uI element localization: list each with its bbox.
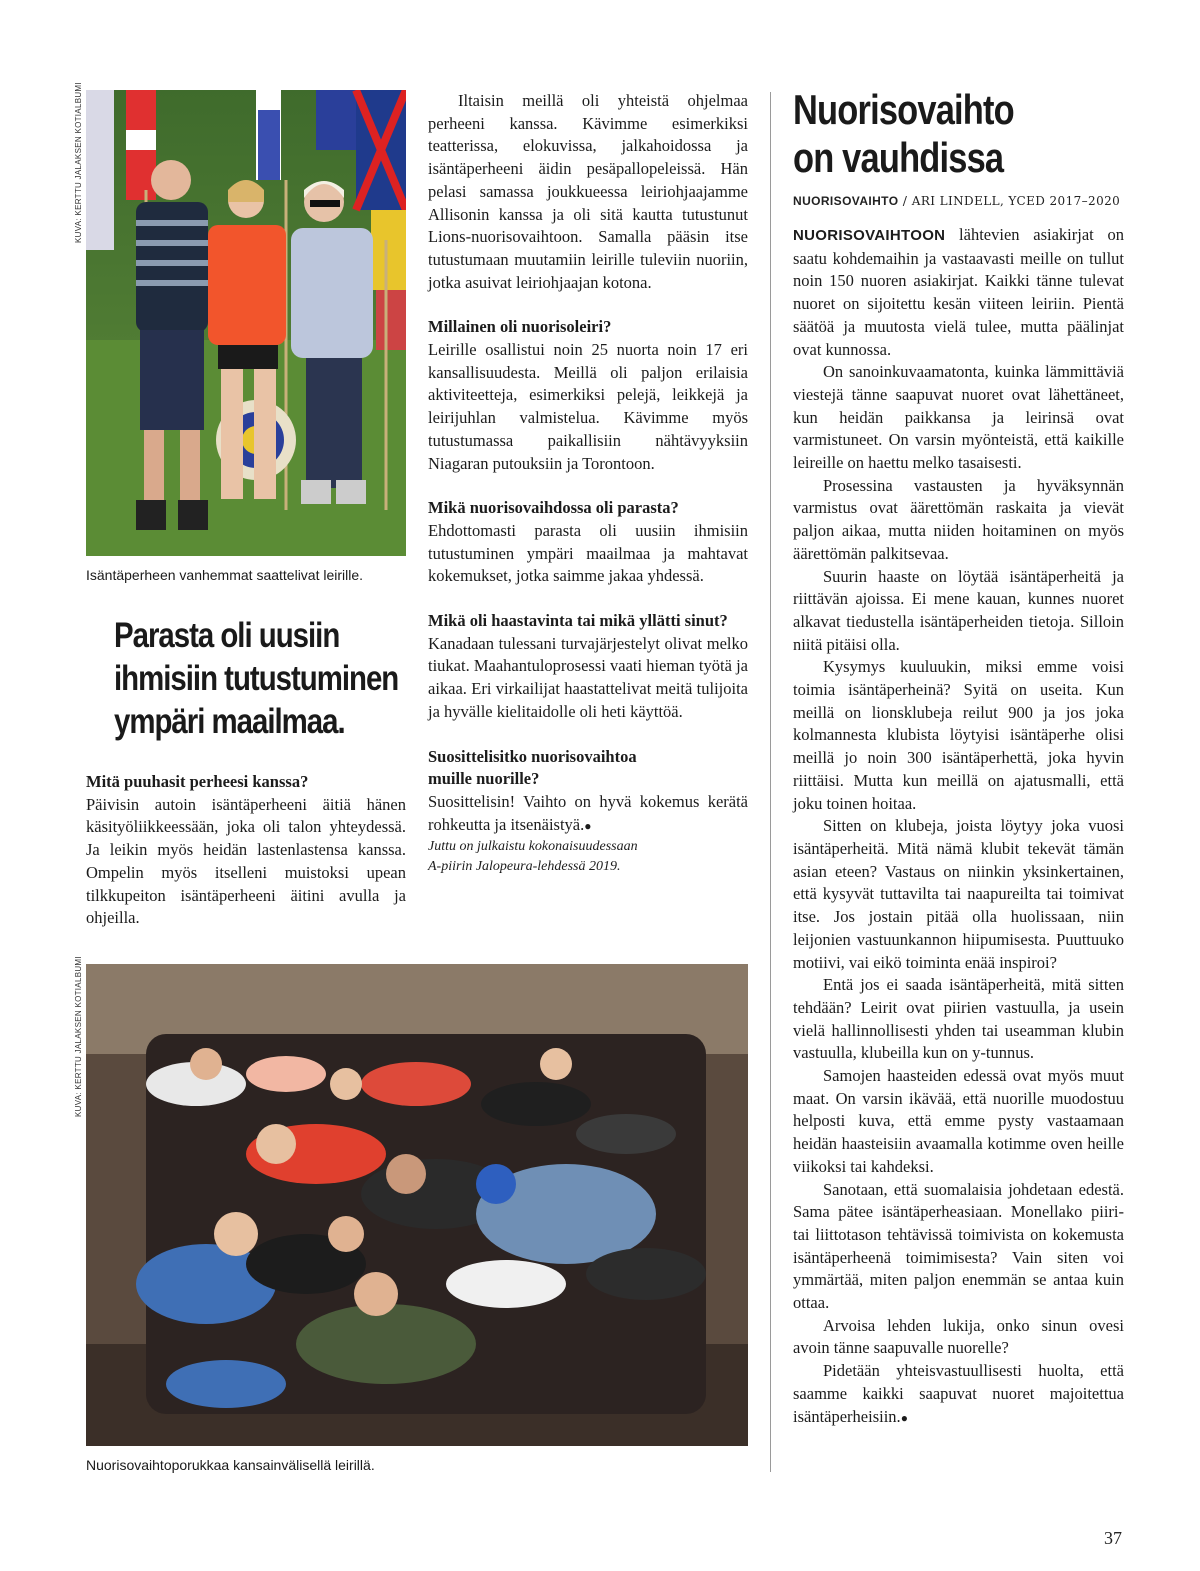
host-family-illustration [86, 90, 406, 556]
paragraph: Sanotaan, että suomalaisia johdetaan edestä. Sama pätee isäntäperheasiaan. Monellako piiri- tai liittotason tehtävissä toimivista on kokemusta isäntäperheenä toimimisesta? Vain siten voi ymmärtää, miten paljon enemmän se antaa kuin ottaa. [793, 1179, 1124, 1313]
photo2-caption: Nuorisovaihtoporukkaa kansainvälisellä leirillä. [86, 1457, 375, 1473]
interview-column-middle [428, 90, 748, 877]
paragraph: Suurin haaste on löytää isäntäperheitä ja riittävän ajoissa. Ei mene kauan, kunnes nuoret alkavat tiedustella isäntäperheiden tietoja. Silloin niitä pitäisi olla. [793, 566, 1124, 654]
page-number: 37 [1104, 1528, 1122, 1548]
pull-quote-line: ympäri maailmaa. [114, 702, 345, 741]
camp-group-illustration [86, 964, 748, 1446]
end-mark: ● [584, 818, 592, 833]
question-heading: Mikä nuorisovaihdossa oli parasta? [428, 498, 679, 518]
note-line: A-piirin Jalopeura-lehdessä 2019. [428, 859, 621, 875]
photo2-credit: KUVA: KERTTU JALAKSEN KOTIALBUMI [74, 956, 83, 1117]
answer-text: Päivisin autoin isäntäperheeni äitiä hänen käsityöliikkeessään, joka oli talon yhteydessä. Ja leikin myös heidän lastenlastensa kanssa. Ompelin myös itselleni muistoksi upean tilkkupeiton isäntäperheeni äitini avulla ja ohjeilla. [86, 794, 406, 928]
question-heading: muille nuorille? [428, 769, 540, 789]
paragraph-text: lähtevien asiakirjat on saatu kohdemaihin ja vastaavasti meille on tullut noin 150 nuoren asiakirjat. Kaikki tänne tulevat nuoret on sijoitettu kesän viiteen leiriin. Pientä säätöä ja muutosta vielä tulee, mutta päälinjat ovat kunnossa. [793, 225, 1124, 359]
author: ARI LINDELL, YCED 2017–2020 [911, 194, 1121, 208]
paragraph: Samojen haasteiden edessä ovat myös muut maat. On varsin ikävää, että nuorille muodostuu helposti kuva, että emme pysty vastaamaan heidän haasteisiin avaamalla kotimme oven heille viikoksi tai kahdeksi. [793, 1066, 1124, 1176]
paragraph: Sitten on klubeja, joista löytyy joka vuosi isäntäperheitä. Mitä nämä klubit tekevät tämän asian eteen? Vastaus on niinkin yksinkertainen, että kysyvät tuttavilta tai naapureilta tai toimivat itse. Jos jostain pitää olla huolissaan, niin leijonien vastuunkannon hiipumisesta. Puuttuuko motiivi, vai eikö toiminta enää inspiroi? [793, 816, 1124, 972]
publication-note [428, 837, 748, 877]
article-headline [793, 86, 1014, 182]
note-line: Juttu on julkaistu kokonaisuudessaan [428, 839, 638, 855]
paragraph [793, 224, 1124, 361]
paragraph: Kysymys kuuluukin, miksi emme voisi toimia isäntäperheinä? Syitä on useita. Kun meillä on lionsklubeja reilut 900 ja jos joka kolmannesta klubista löytyisi isäntäperhe olisi meillä jo noin 300 isäntäperhettä, joka hyvin riittäisi. Mutta kun meillä on ajatusmalli, että joku toinen hoitaa. [793, 657, 1124, 813]
host-family-photo [86, 90, 406, 556]
photo1-caption: Isäntäperheen vanhemmat saattelivat leirille. [86, 567, 364, 583]
byline [793, 193, 1120, 209]
paragraph: Prosessina vastausten ja hyväksynnän varmistus ovat äärettömän raskaita ja vievät paljon aikaa, mutta niiden hoitaminen on myös äärettömän palkitsevaa. [793, 475, 1124, 563]
byline-separator: / [898, 193, 912, 208]
column-divider [770, 92, 771, 1472]
pull-quote-line: Parasta oli uusiin [114, 616, 340, 655]
answer-text-body: Suosittelisin! Vaihto on hyvä kokemus kerätä rohkeutta ja itsenäistyä. [428, 791, 748, 834]
lead-word: NUORISOVAIHTOON [793, 227, 946, 244]
question-heading: Millainen oli nuorisoleiri? [428, 317, 612, 337]
paragraph: Arvoisa lehden lukija, onko sinun ovesi avoin tänne saapuvalle nuorelle? [793, 1315, 1124, 1358]
paragraph-text: Pidetään yhteisvastuullisesti huolta, että saamme kaikki saapuvat nuoret majoitettua isäntäperheisiin. [793, 1361, 1124, 1426]
answer-text: Ehdottomasti parasta oli uusiin ihmisiin tutustuminen ympäri maailmaa ja mahtavat kokemukset, jotka saimme jakaa yhdessä. [428, 520, 748, 586]
question-heading: Suosittelisitko nuorisovaihtoa [428, 746, 637, 766]
paragraph: Iltaisin meillä oli yhteistä ohjelmaa perheeni kanssa. Kävimme esimerkiksi teatterissa, elokuvissa, jalkahoidossa ja isäntäperheeni äidin pesäpallopeleissä. Hän pelasi samassa joukkueessa leiriohjaajamme Allisonin kanssa ja oli sitä kautta tutustunut Lions-nuorisovaihtoon. Samalla pääsin itse tutustumaan muutamiin leirille tuleviin nuoriin, jotka asuivat leiriohjaajan kotona. [428, 91, 748, 292]
answer-text: Kanadaan tulessani turvajärjestelyt olivat melko tiukat. Maahantuloprosessi vaati hieman työtä ja aikaa. Eri virkailijat haastattelivat meitä tulijoita ja hyvälle kielitaidolle oli heti käyttöä. [428, 633, 748, 721]
photo1-credit: KUVA: KERTTU JALAKSEN KOTIALBUMI [74, 82, 83, 243]
paragraph [793, 1360, 1124, 1429]
headline-line: on vauhdissa [793, 134, 1004, 181]
pull-quote [114, 614, 398, 743]
question-heading: Mikä oli haastavinta tai mikä yllätti sinut? [428, 611, 728, 631]
interview-column-left [86, 771, 406, 930]
camp-group-photo [86, 964, 748, 1446]
headline-line: Nuorisovaihto [793, 86, 1014, 133]
section-label: NUORISOVAIHTO [793, 194, 899, 208]
answer-text: Leirille osallistui noin 25 nuorta noin 17 eri kansallisuudesta. Meillä oli paljon erilaisia aktiviteetteja, esimerkiksi pelejä, leikkejä ja leirijuhlan valmistelua. Kävimme myös tutustumassa paikallisiin nähtävyyksiin Niagaran putouksiin ja Torontoon. [428, 340, 748, 473]
end-mark: ● [900, 1410, 908, 1425]
paragraph: Entä jos ei saada isäntäperheitä, mitä sitten tehdään? Leirit ovat piirien vastuulla, ja usein vielä hallinnollisesti yhden tai useamman klubin vastuulla, klubeilla kun on y-tunnus. [793, 975, 1124, 1063]
article-body [793, 224, 1124, 1429]
question-heading: Mitä puuhasit perheesi kanssa? [86, 772, 309, 791]
answer-text [428, 791, 748, 837]
pull-quote-line: ihmisiin tutustuminen [114, 659, 399, 698]
paragraph: On sanoinkuvaamatonta, kuinka lämmittäviä viestejä tänne saapuvat nuoret ovat lähettäneet, kun heidän paikkansa ja leirinsä ovat varmistuneet. On varsin myönteistä, että kaikille leireille on haettu melko tasaisesti. [793, 362, 1124, 473]
